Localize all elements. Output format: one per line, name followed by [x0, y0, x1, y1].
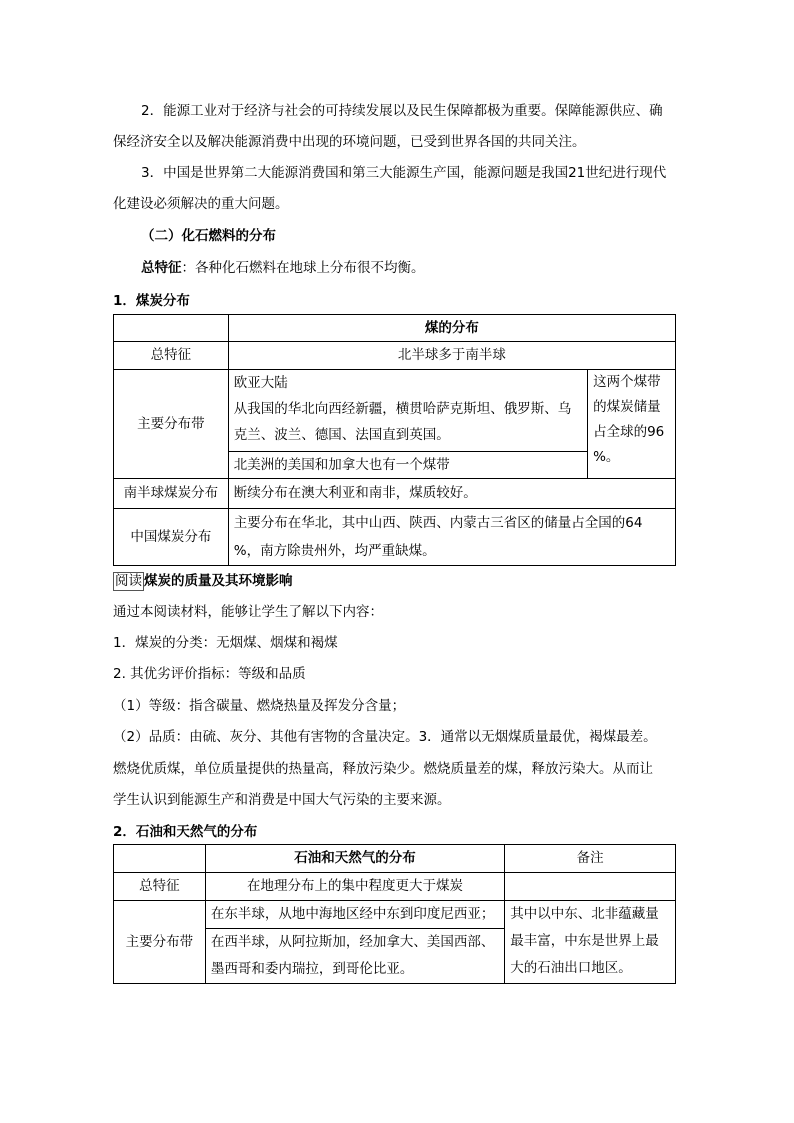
reading-tag: 阅读: [115, 573, 142, 589]
coal-belt-north-america: 北美洲的美国和加拿大也有一个煤带: [229, 451, 587, 478]
coal-general-value: 北半球多于南半球: [228, 342, 675, 370]
coal-general-label: 总特征: [114, 342, 229, 370]
oil-belt-east: 在东半球，从地中海地区经中东到印度尼西亚；: [210, 906, 495, 922]
general-feature-label: 总特征: [141, 260, 182, 276]
reading-intro: 通过本阅读材料，能够让学生了解以下内容：: [113, 604, 383, 620]
oil-general-note: [505, 873, 676, 901]
oil-table-corner: [114, 845, 206, 873]
coal-belt-note: [588, 370, 676, 479]
oil-belt-west: [206, 928, 504, 983]
oil-table: [113, 844, 676, 984]
coal-belt-note-line: 这两个煤带: [593, 374, 661, 390]
oil-general-value: 在地理分布上的集中程度更大于煤炭: [205, 873, 504, 901]
reading-item: 1．煤炭的分类：无烟煤、烟煤和褐煤: [113, 635, 338, 651]
oil-belt-note-line: 其中以中东、北非蕴藏量: [510, 906, 659, 922]
coal-belt-note-line: 的煤炭储量: [593, 399, 661, 415]
coal-belt-eurasia: [229, 370, 587, 451]
oil-belt-label: 主要分布带: [114, 901, 206, 984]
reading-para-line: （2）品质：由硫、灰分、其他有害物的含量决定。3．通常以无烟煤质量最优，褐煤最差。: [113, 729, 657, 745]
coal-table-corner: [114, 315, 229, 342]
oil-heading: 2．石油和天然气的分布: [113, 824, 258, 840]
paragraph-3: 3．中国是世界第二大能源消费国和第三大能源生产国，能源问题是我国21世纪进行现代化建设必须解决的重大问题。: [113, 165, 667, 212]
oil-general-label: 总特征: [114, 873, 206, 901]
coal-china-value: [228, 509, 675, 566]
general-feature: [141, 258, 425, 278]
reading-title: 煤炭的质量及其环境影响: [144, 573, 293, 589]
reading-heading: [113, 571, 293, 591]
coal-belt-label: 主要分布带: [114, 370, 229, 479]
coal-china-line: 主要分布在华北，其中山西、陕西、内蒙古三省区的储量占全国的64: [233, 515, 643, 531]
coal-belt-cell: [228, 370, 587, 479]
oil-belt-note-line: 大的石油出口地区。: [510, 960, 632, 976]
oil-belt-west-line: 在西半球，从阿拉斯加，经加拿大、美国西部、: [210, 934, 495, 950]
coal-belt-note-line: 占全球的96: [593, 424, 665, 440]
coal-belt-note-line: %。: [593, 449, 620, 465]
coal-heading: 1．煤炭分布: [113, 293, 190, 309]
coal-table-header: 煤的分布: [228, 315, 675, 342]
oil-table-header: 石油和天然气的分布: [205, 845, 504, 873]
oil-belt-west-line: 墨西哥和委内瑞拉，到哥伦比亚。: [210, 961, 414, 977]
coal-south-value: 断续分布在澳大利亚和南非，煤质较好。: [228, 479, 675, 509]
general-feature-text: ：各种化石燃料在地球上分布很不均衡。: [181, 260, 425, 276]
reading-item: 2. 其优劣评价指标：等级和品质: [113, 666, 306, 682]
oil-belt-note-line: 最丰富，中东是世界上最: [510, 933, 659, 949]
coal-belt-eurasia-line: 克兰、波兰、德国、法国直到英国。: [233, 427, 450, 443]
coal-south-label: 南半球煤炭分布: [114, 479, 229, 509]
coal-belt-eurasia-line: 从我国的华北向西经新疆，横贯哈萨克斯坦、俄罗斯、乌: [233, 401, 572, 417]
coal-table: [113, 314, 676, 566]
coal-belt-eurasia-line: 欧亚大陆: [233, 375, 288, 391]
paragraph-2: 2．能源工业对于经济与社会的可持续发展以及民生保障都极为重要。保障能源供应、确保经济安全以及解决能源消费中出现的环境问题，已受到世界各国的共同关注。: [113, 103, 663, 150]
reading-item: （1）等级：指含碳量、燃烧热量及挥发分含量；: [113, 698, 406, 714]
reading-para-line: 燃烧优质煤，单位质量提供的热量高，释放污染少。燃烧质量差的煤，释放污染大。从而让: [113, 761, 653, 777]
coal-china-line: %，南方除贵州外，均严重缺煤。: [233, 543, 436, 559]
oil-belt-note: [505, 901, 676, 984]
section-heading: （二）化石燃料的分布: [141, 228, 276, 244]
reading-para-line: 学生认识到能源生产和消费是中国大气污染的主要来源。: [113, 792, 451, 808]
oil-table-note-header: 备注: [505, 845, 676, 873]
oil-belt-cell: [205, 901, 504, 984]
coal-china-label: 中国煤炭分布: [114, 509, 229, 566]
